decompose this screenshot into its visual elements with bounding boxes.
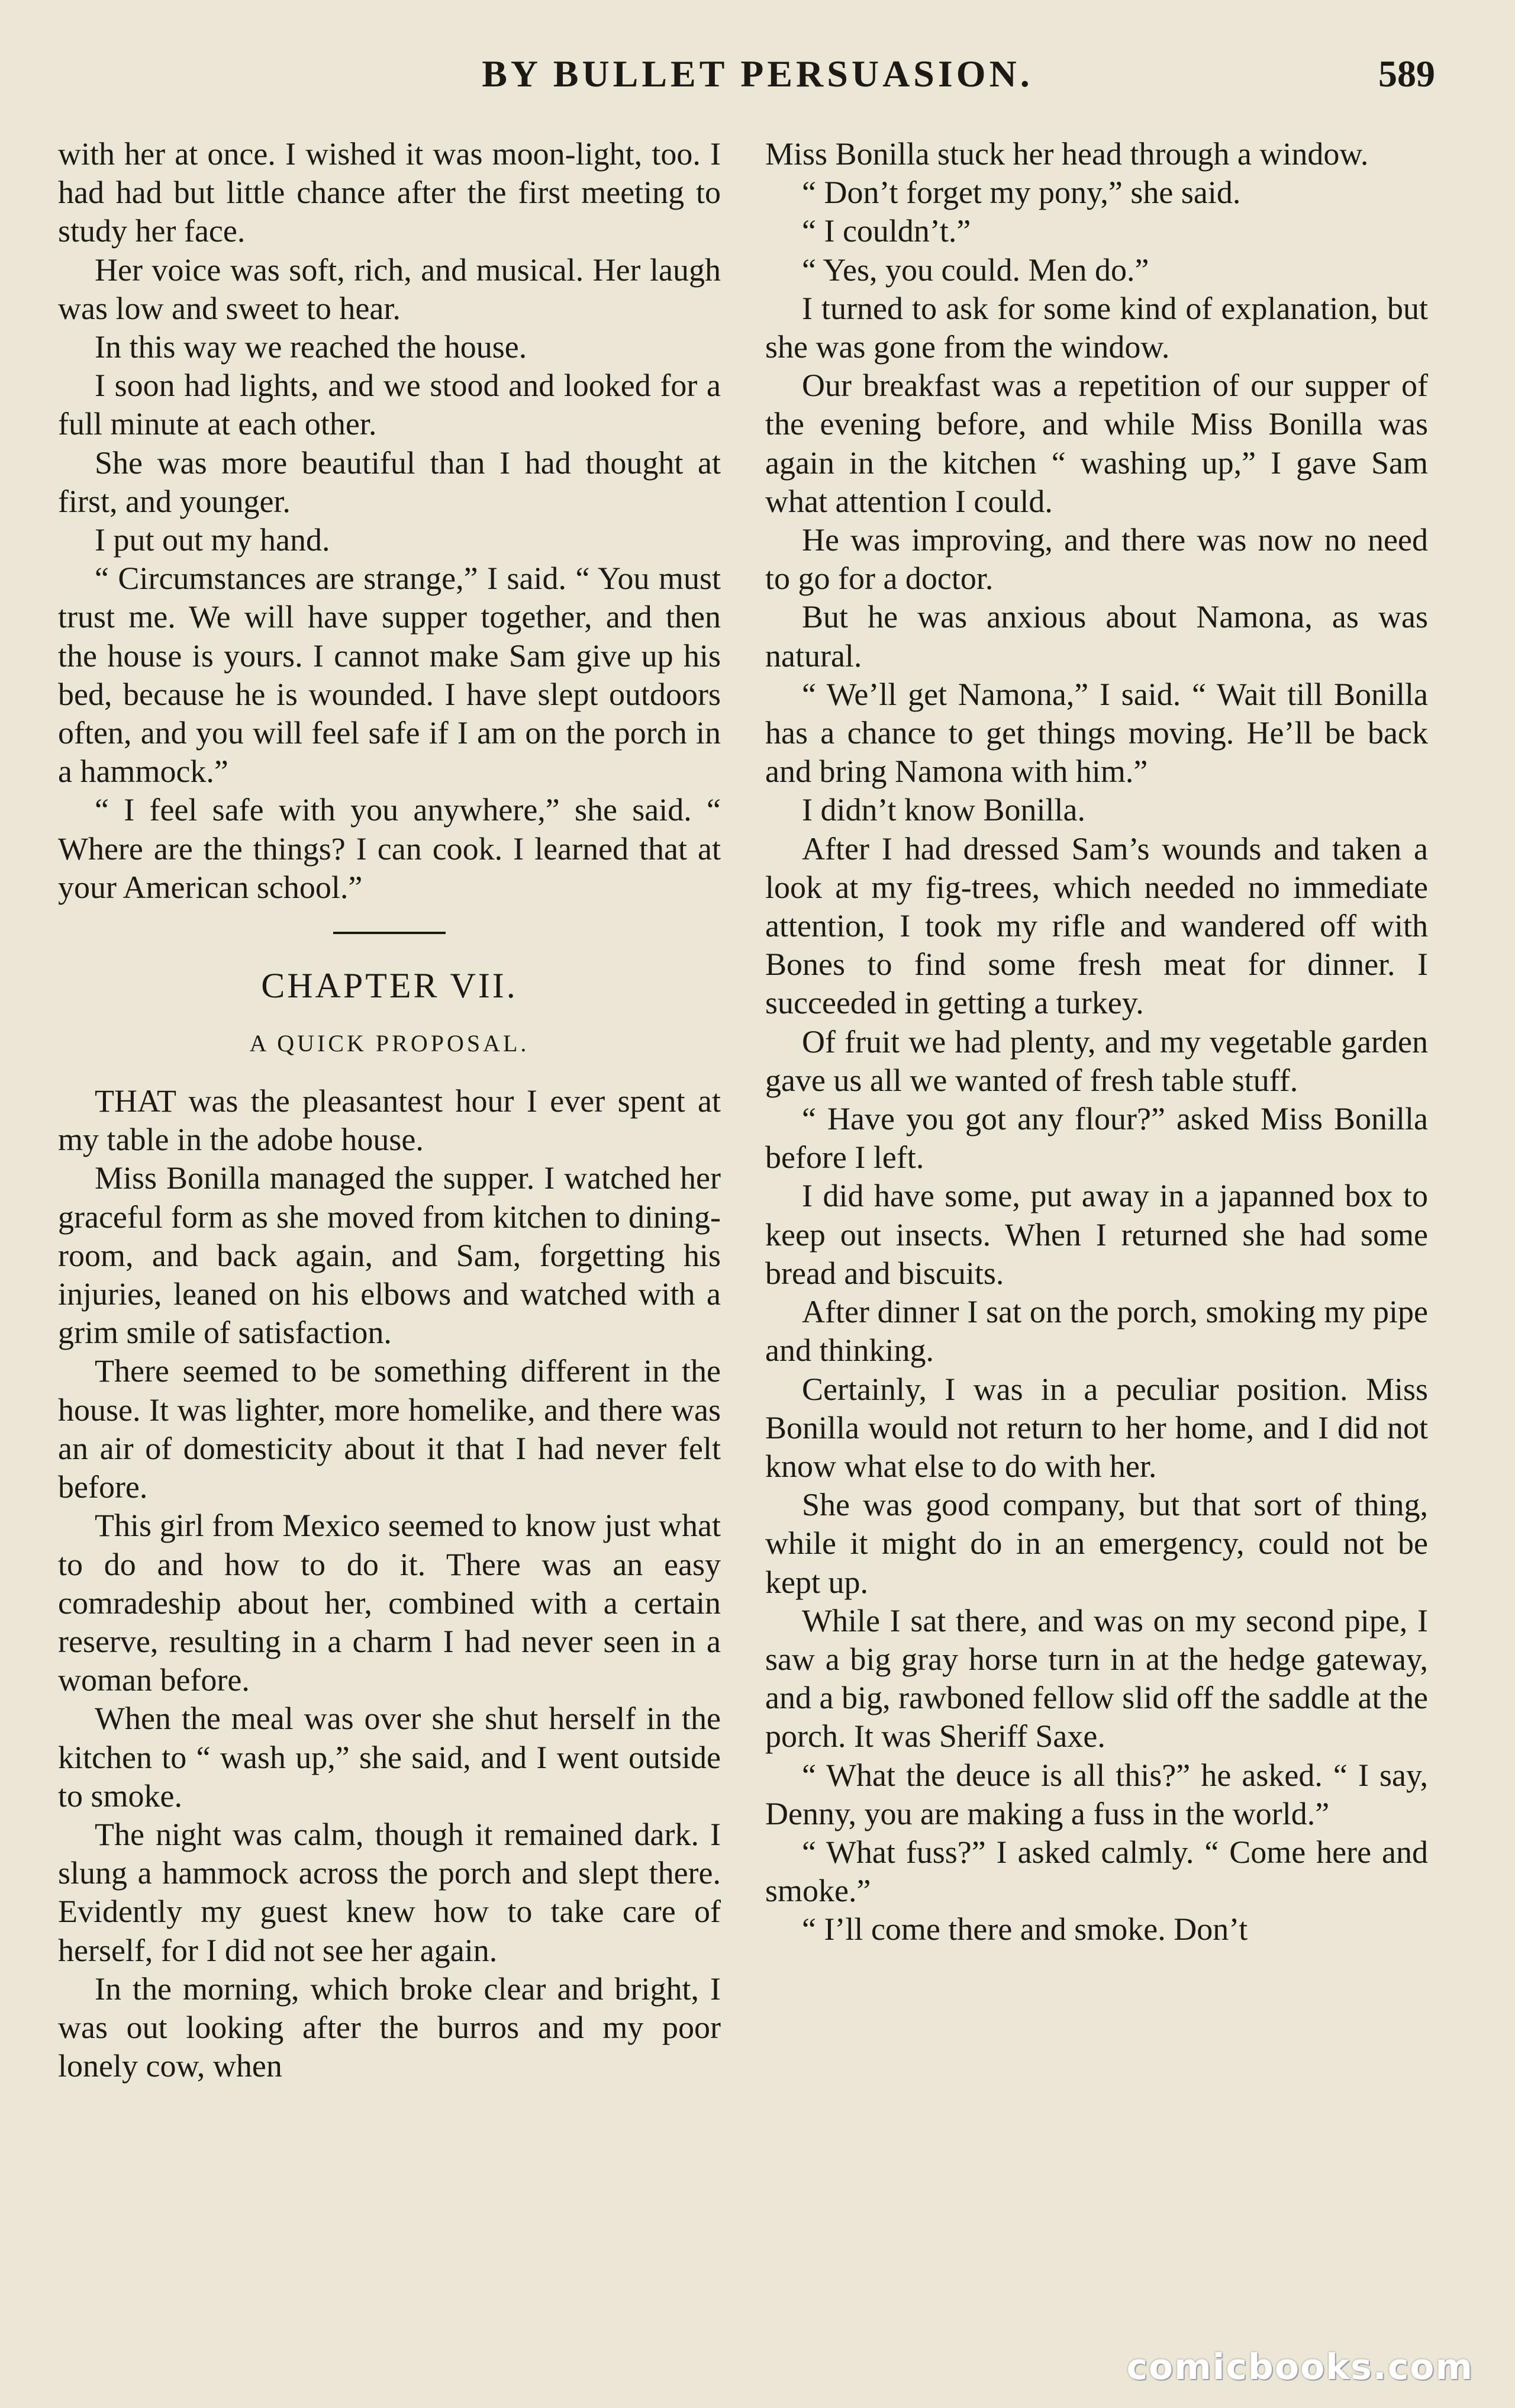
paragraph: I didn’t know Bonilla. [802, 792, 1085, 828]
paragraph: She was good company, but that sort of thing, while it might do in an emergency, could not be kept up. [765, 1487, 1428, 1600]
paragraph: Miss Bonilla managed the supper. I watched her graceful form as she moved from kitchen to dining-room, and back again, and Sam, forgetting his injuries, leaned on his elbows and watched with a grim smile of satisfaction. [58, 1160, 721, 1351]
paragraph: She was more beautiful than I had thought at first, and younger. [58, 445, 721, 519]
paragraph: “ Don’t forget my pony,” she said. [802, 175, 1241, 211]
paragraph: Our breakfast was a repetition of our supper of the evening before, and while Miss Bonilla was again in the kitchen “ washing up,” I gave Sam what attention I could. [765, 368, 1428, 519]
paragraph: I soon had lights, and we stood and looked for a full minute at each other. [58, 368, 721, 442]
paragraph: with her at once. I wished it was moon-light, too. I had had but little chance after the first meeting to study her face. [58, 136, 721, 249]
paragraph: After I had dressed Sam’s wounds and taken a look at my fig-trees, which needed no immediate attention, I took my rifle and wandered off with Bones to find some fresh meat for dinner. I succeeded in getting a turkey. [765, 830, 1428, 1021]
chapter-heading: CHAPTER VII. [261, 966, 518, 1006]
right-column [765, 135, 1428, 1949]
paragraph: But he was anxious about Namona, as was natural. [765, 599, 1428, 674]
page-number: 589 [1378, 53, 1435, 95]
paragraph: “ I feel safe with you anywhere,” she said. “ Where are the things? I can cook. I learned that at your American school.” [58, 792, 721, 905]
watermark: comicbooks.com [1126, 2346, 1474, 2388]
paragraph: After dinner I sat on the porch, smoking my pipe and thinking. [765, 1294, 1428, 1369]
paragraph: I did have some, put away in a japanned box to keep out insects. When I returned she had some bread and biscuits. [765, 1178, 1428, 1291]
paragraph: Miss Bonilla stuck her head through a window. [765, 136, 1369, 172]
paragraph: Of fruit we had plenty, and my vegetable garden gave us all we wanted of fresh table stuff. [765, 1023, 1428, 1098]
paragraph: In this way we reached the house. [95, 329, 527, 365]
paragraph: “ I’ll come there and smoke. Don’t [802, 1911, 1248, 1947]
paragraph: He was improving, and there was now no need to go for a doctor. [765, 522, 1428, 597]
paragraph: “ Have you got any flour?” asked Miss Bonilla before I left. [765, 1101, 1428, 1176]
paragraph: THAT was the pleasantest hour I ever spent at my table in the adobe house. [58, 1083, 721, 1158]
paragraph: “ What fuss?” I asked calmly. “ Come here and smoke.” [765, 1834, 1428, 1909]
paragraph: “ What the deuce is all this?” he asked. “ I say, Denny, you are making a fuss in the world.” [765, 1757, 1428, 1831]
paragraph: “ Yes, you could. Men do.” [802, 252, 1149, 288]
paragraph: “ I couldn’t.” [802, 213, 971, 249]
paragraph: While I sat there, and was on my second pipe, I saw a big gray horse turn in at the hedge gateway, and a big, rawboned fellow slid off the saddle at the porch. It was Sheriff Saxe. [765, 1602, 1428, 1755]
chapter-subtitle: A QUICK PROPOSAL. [249, 1030, 530, 1057]
section-divider [333, 932, 446, 934]
paragraph: In the morning, which broke clear and bright, I was out looking after the burros and my poor lonely cow, when [58, 1971, 721, 2084]
running-title: BY BULLET PERSUASION. [482, 53, 1033, 95]
paragraph: Her voice was soft, rich, and musical. Her laugh was low and sweet to hear. [58, 252, 721, 326]
left-column [58, 135, 721, 2085]
paragraph: I put out my hand. [95, 522, 330, 558]
paragraph: I turned to ask for some kind of explanation, but she was gone from the window. [765, 290, 1428, 365]
paragraph: This girl from Mexico seemed to know just what to do and how to do it. There was an easy comradeship about her, combined with a certain reserve, resulting in a charm I had never seen in a woman before. [58, 1508, 721, 1698]
paragraph: There seemed to be something different in the house. It was lighter, more homelike, and there was an air of domesticity about it that I had never felt before. [58, 1353, 721, 1505]
paragraph: “ We’ll get Namona,” I said. “ Wait till Bonilla has a chance to get things moving. He’ll be back and bring Namona with him.” [765, 676, 1428, 790]
paragraph: “ Circumstances are strange,” I said. “ You must trust me. We will have supper together, and then the house is yours. I cannot make Sam give up his bed, because he is wounded. I have slept outdoors often, and you will feel safe if I am on the porch in a hammock.” [58, 561, 721, 790]
paragraph: When the meal was over she shut herself in the kitchen to “ wash up,” she said, and I went outside to smoke. [58, 1701, 721, 1814]
paragraph: Certainly, I was in a peculiar position. Miss Bonilla would not return to her home, and I did not know what else to do with her. [765, 1371, 1428, 1484]
paragraph: The night was calm, though it remained dark. I slung a hammock across the porch and slept there. Evidently my guest knew how to take care of herself, for I did not see her again. [58, 1816, 721, 1968]
